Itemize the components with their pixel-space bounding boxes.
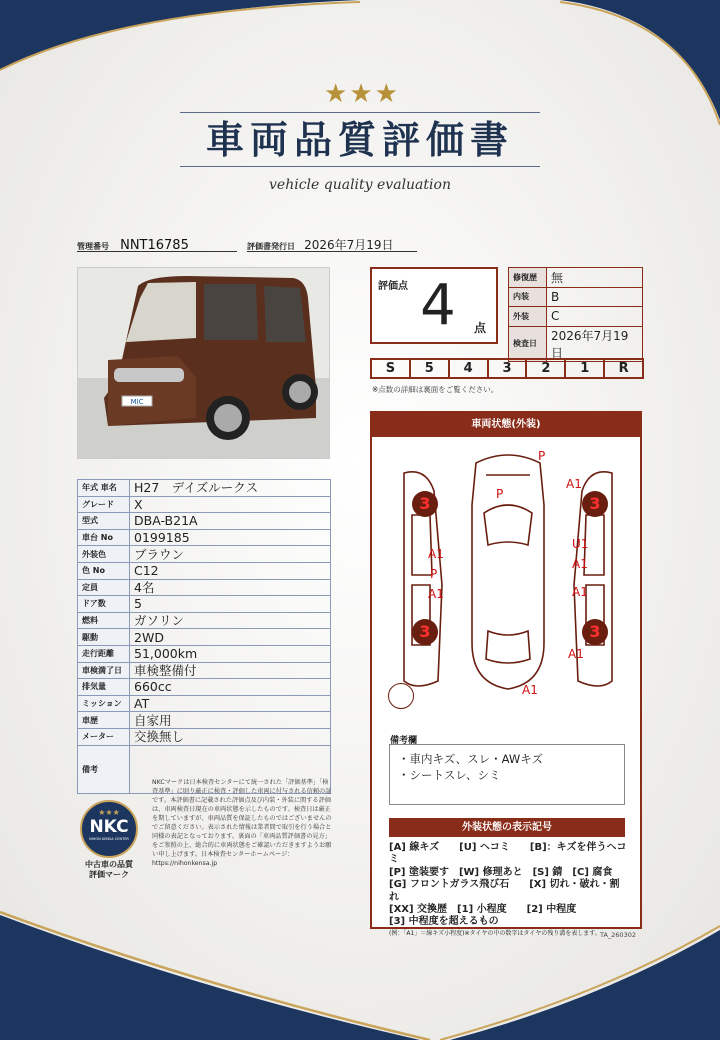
condition-label: 修復歴 (509, 268, 547, 288)
car-diagram (386, 445, 630, 705)
spec-row (78, 596, 331, 613)
spec-label: 定員 (78, 579, 130, 596)
car-illustration (78, 268, 330, 459)
condition-label: 外装 (509, 307, 547, 327)
spec-row (78, 513, 331, 530)
remarks-line: ・シートスレ、シミ (398, 768, 501, 782)
spec-row (78, 529, 331, 546)
condition-row (509, 307, 643, 327)
spec-label: 年式 車名 (78, 480, 130, 497)
management-no-label: 管理番号 (77, 242, 109, 251)
legend-line: [3] 中程度を超えるもの (389, 916, 499, 928)
nkc-stars-icon: ★★★ (98, 808, 120, 817)
spec-label: メーター (78, 728, 130, 745)
damage-mark: A1 (428, 547, 444, 561)
damage-mark: A1 (572, 585, 588, 599)
condition-value: 無 (547, 268, 643, 288)
nkc-mark-line: 評価マーク (89, 870, 129, 879)
spec-table (77, 479, 331, 794)
score-box (370, 267, 498, 344)
score-unit: 点 (474, 321, 487, 335)
spec-value: X (130, 496, 331, 513)
spec-row (78, 679, 331, 696)
car-photo (77, 267, 330, 459)
remarks-box (389, 744, 625, 805)
spec-row (78, 562, 331, 579)
spec-value: 660cc (130, 679, 331, 696)
rating-stars: ★★★ (324, 79, 400, 109)
title-top-rule (180, 112, 540, 113)
grade-cell: S (372, 360, 411, 377)
spec-value: H27 デイズルークス (130, 480, 331, 497)
condition-value: B (547, 287, 643, 307)
legend-note: (例：「A1」＝線キズ小程度)※タイヤの中の数字はタイヤの残り溝を表します。 (389, 929, 601, 937)
footer-code: TA_260302 (600, 931, 636, 939)
spec-label: ミッション (78, 695, 130, 712)
spec-value: 交換無し (130, 728, 331, 745)
issue-date-value: 2026年7月19日 (304, 238, 394, 252)
grade-cell: 3 (489, 360, 528, 377)
spec-value: 5 (130, 596, 331, 613)
photo-badge: MIC (130, 398, 144, 406)
spec-value: AT (130, 695, 331, 712)
legend-line: [P] 塗装要す [W] 修理あと [S] 錆 [C] 腐食 (389, 866, 613, 878)
spec-value: 0199185 (130, 529, 331, 546)
nkc-description: NKCマークは日本検査センターにて統一された「評価基準」「検査基準」に則り厳正に検査・評価した車両に付与される信頼の証です。本評価書に記載された評価点及び内装・外装に関する評価は、車両検査日現在の車両状態を示したものです。検査日は厳正を期していますが、車両品質を保証したものではございませんのでご留意ください。表示された情報は業者間で取引を行う場合と同様の表記となっております。裏面の「車両品質評価書の見方」をご参照の上、総合的に車両状態をご確認いただきますようお願い申し上げます。日本検査センターホームページ：https://nihonkensa.jp (152, 779, 332, 867)
management-no-value: NNT16785 (120, 238, 189, 253)
damage-mark: A1 (428, 587, 444, 601)
issue-date-label: 評価書発行日 (247, 242, 295, 251)
tire-tread-rear-right: 3 (582, 619, 608, 645)
spec-row (78, 579, 331, 596)
damage-mark: U1 (572, 537, 589, 551)
spec-value: ガソリン (130, 612, 331, 629)
damage-mark: P (496, 487, 504, 501)
legend-line: [G] フロントガラス飛び石 [X] 切れ・破れ・割れ (389, 879, 620, 903)
spec-row (78, 612, 331, 629)
grade-note: ※点数の詳細は裏面をご覧ください。 (372, 385, 499, 394)
legend-list (389, 842, 629, 939)
grade-cell: 2 (527, 360, 566, 377)
grade-cell: R (618, 361, 629, 376)
spec-value: 51,000km (130, 645, 331, 662)
tire-tread-front-left: 3 (412, 491, 438, 517)
spare-tire-icon (388, 683, 414, 709)
spec-row (78, 480, 331, 497)
spec-label: 備考 (78, 745, 130, 793)
nkc-logo-sub: NIHON KENSA CENTER (89, 837, 129, 841)
damage-mark: P (430, 567, 438, 581)
spec-label: 車検満了日 (78, 662, 130, 679)
nkc-logo (80, 800, 138, 858)
title-bottom-rule (180, 166, 540, 167)
spec-label: 燃料 (78, 612, 130, 629)
score-value: 4 (420, 273, 456, 338)
spec-row (78, 645, 331, 662)
nkc-logo-text: NKC (89, 817, 129, 837)
diagram-title: 車両状態(外装) (372, 413, 640, 437)
remarks-line: ・車内キズ、スレ・AWキズ (398, 752, 543, 766)
spec-label: 車歴 (78, 712, 130, 729)
spec-row (78, 695, 331, 712)
page-title: 車両品質評価書 (205, 117, 514, 162)
spec-row (78, 546, 331, 563)
spec-row (78, 712, 331, 729)
spec-value: C12 (130, 562, 331, 579)
spec-label: 走行距離 (78, 645, 130, 662)
legend-line: [A] 線キズ [U] ヘコミ [B]：キズを伴うヘコミ (389, 842, 627, 866)
condition-table (508, 267, 643, 362)
spec-label: 色 No (78, 562, 130, 579)
spec-row (78, 662, 331, 679)
score-label: 評価点 (378, 281, 408, 292)
grade-cell: 1 (566, 360, 605, 377)
spec-label: 外装色 (78, 546, 130, 563)
grade-cell: 4 (450, 360, 489, 377)
page-subtitle: vehicle quality evaluation (269, 177, 451, 193)
spec-value: ブラウン (130, 546, 331, 563)
spec-row (78, 496, 331, 513)
spec-value: 自家用 (130, 712, 331, 729)
damage-mark: P (538, 449, 546, 463)
condition-value: 2026年7月19日 (547, 326, 643, 361)
spec-value: DBA-B21A (130, 513, 331, 530)
condition-value: C (547, 307, 643, 327)
damage-mark: A1 (566, 477, 582, 491)
grade-cell: 5 (411, 360, 450, 377)
nkc-mark-line: 中古車の品質 (85, 860, 133, 869)
spec-row (78, 629, 331, 646)
tire-tread-front-right: 3 (582, 491, 608, 517)
spec-label: 駆動 (78, 629, 130, 646)
management-no-field (77, 234, 237, 252)
spec-row (78, 728, 331, 745)
spec-value: 2WD (130, 629, 331, 646)
damage-mark: A1 (572, 557, 588, 571)
legend-title: 外装状態の表示記号 (389, 818, 625, 837)
condition-row (509, 326, 643, 361)
tire-tread-rear-left: 3 (412, 619, 438, 645)
condition-label: 内装 (509, 287, 547, 307)
damage-mark: A1 (522, 683, 538, 697)
issue-date-field (247, 234, 417, 252)
damage-mark: A1 (568, 647, 584, 661)
spec-label: ドア数 (78, 596, 130, 613)
spec-label: 型式 (78, 513, 130, 530)
spec-label: 車台 No (78, 529, 130, 546)
condition-row (509, 287, 643, 307)
spec-label: グレード (78, 496, 130, 513)
spec-value: 4名 (130, 579, 331, 596)
spec-value: 車検整備付 (130, 662, 331, 679)
spec-label: 排気量 (78, 679, 130, 696)
condition-label: 検査日 (509, 326, 547, 361)
condition-row (509, 268, 643, 288)
nkc-mark-caption (80, 860, 138, 880)
legend-line: [XX] 交換歴 [1] 小程度 [2] 中程度 (389, 904, 577, 916)
remarks-label: 備考欄 (390, 736, 418, 746)
grade-scale (370, 358, 644, 379)
